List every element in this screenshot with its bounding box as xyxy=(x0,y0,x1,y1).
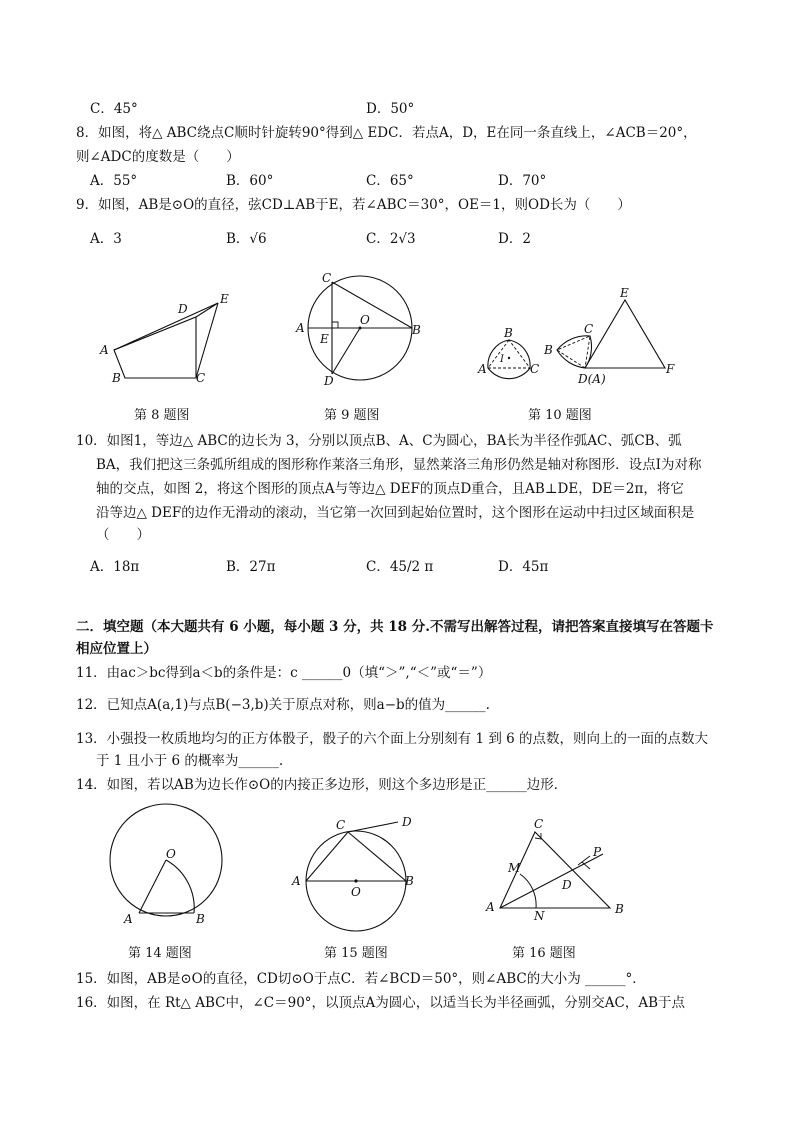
fig8-label-d: D xyxy=(178,302,188,316)
fig10-caption: 第 10 题图 xyxy=(528,408,592,423)
fig10-label-c1: C xyxy=(530,362,540,376)
q7-option-d: D．50° xyxy=(366,101,415,117)
q8-option-a: A．55° xyxy=(90,173,138,189)
fig10-label-f: F xyxy=(666,362,675,376)
q8-option-d: D．70° xyxy=(498,173,547,189)
fig15-label-d: D xyxy=(402,815,412,829)
fig15-label-b: B xyxy=(405,874,414,888)
q10-line5: （ ） xyxy=(96,527,150,543)
fig14-label-o: O xyxy=(166,847,176,861)
fig16-label-c: C xyxy=(534,817,544,831)
fig16-label-p: P xyxy=(593,845,602,859)
q8-option-c: C．65° xyxy=(366,173,414,189)
q7-option-c: C．45° xyxy=(90,101,138,117)
q8-option-b: B．60° xyxy=(226,173,274,189)
q10-line1: 10．如图1，等边△ ABC的边长为 3，分别以顶点B、A、C为圆心，BA长为半径作弧AC、弧CB、弧 xyxy=(76,433,682,449)
q11: 11．由ac＞bc得到a＜b的条件是：c ______0（填“＞”,“＜”或“＝”） xyxy=(76,665,492,681)
fig14-label-b: B xyxy=(196,912,205,926)
fig9-label-a: A xyxy=(296,321,305,335)
q9-option-b: B．√6 xyxy=(226,231,267,247)
fig9-label-b: B xyxy=(412,323,421,337)
fig10-label-a: A xyxy=(478,362,487,376)
q10-line4: 沿等边△ DEF的边作无滑动的滚动，当它第一次回到起始位置时，这个图形在运动中扫过区域面积是 xyxy=(96,505,695,521)
fig15-caption: 第 15 题图 xyxy=(324,946,388,961)
fig9-label-d: D xyxy=(324,374,334,388)
fig8-caption: 第 8 题图 xyxy=(134,408,190,423)
q12: 12．已知点A(a,1)与点B(−3,b)关于原点对称，则a−b的值为______. xyxy=(76,697,490,713)
q8-line2: 则∠ADC的度数是（ ） xyxy=(76,149,240,165)
fig10-label-b1: B xyxy=(504,326,513,340)
q9-option-c: C．2√3 xyxy=(366,231,416,247)
fig15-label-a: A xyxy=(292,874,301,888)
fig15-label-o: O xyxy=(351,885,361,899)
q13-line1: 13．小强投一枚质地均匀的正方体骰子，骰子的六个面上分别刻有 1 到 6 的点数，则向上的一面的点数大 xyxy=(76,731,709,747)
fig10-label-e: E xyxy=(620,286,629,300)
fig16-label-b: B xyxy=(615,902,624,916)
fig16-label-a: A xyxy=(486,900,495,914)
fig14-label-a: A xyxy=(124,912,133,926)
figure-16 xyxy=(485,817,624,923)
fig16-label-n: N xyxy=(534,909,545,923)
q8-line1: 8．如图，将△ ABC绕点C顺时针旋转90°得到△ EDC．若点A，D，E在同一条直线上，∠ACB＝20°， xyxy=(76,125,697,141)
fig16-caption: 第 16 题图 xyxy=(512,946,576,961)
q15: 15．如图，AB是⊙O的直径，CD切⊙O于点C．若∠BCD＝50°，则∠ABC的大小为 ______°． xyxy=(76,971,646,987)
figure-9 xyxy=(295,271,421,388)
q9-option-a: A．3 xyxy=(90,231,122,247)
q16: 16．如图，在 Rt△ ABC中，∠C＝90°，以顶点A为圆心，以适当长为半径画弧，分别交AC，AB于点 xyxy=(76,995,686,1011)
figure-10 xyxy=(477,286,675,386)
fig10-label-i: I xyxy=(500,354,504,365)
figure-8 xyxy=(99,292,229,385)
fig9-caption: 第 9 题图 xyxy=(324,408,380,423)
fig15-label-c: C xyxy=(336,818,346,832)
fig10-label-c2: C xyxy=(584,322,594,336)
section2-header-line2: 相应位置上） xyxy=(76,641,157,657)
fig8-label-a: A xyxy=(100,343,109,357)
q10-option-b: B．27π xyxy=(226,559,276,575)
fig14-caption: 第 14 题图 xyxy=(128,946,192,961)
fig9-label-c: C xyxy=(322,271,332,285)
figure-14 xyxy=(110,804,222,926)
fig10-label-da: D(A) xyxy=(578,372,606,386)
fig9-label-e: E xyxy=(320,332,329,346)
q9-line1: 9．如图，AB是⊙O的直径，弦CD⊥AB于E，若∠ABC＝30°，OE＝1，则OD长为（ ） xyxy=(76,197,631,213)
fig16-label-d: D xyxy=(562,878,572,892)
fig8-label-b: B xyxy=(112,371,121,385)
section2-header-line1: 二．填空题（本大题共有 6 小题，每小题 3 分，共 18 分.不需写出解答过程，请把答案直接填写在答题卡 xyxy=(76,619,714,635)
figure-15 xyxy=(291,815,414,931)
fig8-label-c: C xyxy=(196,371,206,385)
q10-option-c: C．45/2 π xyxy=(366,559,434,575)
q14: 14．如图，若以AB为边长作⊙O的内接正多边形，则这个多边形是正______边形． xyxy=(76,777,568,793)
q9-option-d: D．2 xyxy=(498,231,531,247)
fig8-label-e: E xyxy=(220,292,229,306)
fig16-label-m: M xyxy=(508,861,521,875)
fig10-label-b2: B xyxy=(544,343,553,357)
fig9-label-o: O xyxy=(360,313,370,327)
q10-option-a: A．18π xyxy=(90,559,140,575)
q10-line2: BA，我们把这三条弧所组成的图形称作莱洛三角形，显然莱洛三角形仍然是轴对称图形．设点I为对称 xyxy=(96,457,702,473)
q10-line3: 轴的交点，如图 2，将这个图形的顶点A与等边△ DEF的顶点D重合，且AB⊥DE，DE＝2π，将它 xyxy=(96,481,684,497)
q10-option-d: D．45π xyxy=(498,559,549,575)
q13-line2: 于 1 且小于 6 的概率为______. xyxy=(96,753,284,769)
